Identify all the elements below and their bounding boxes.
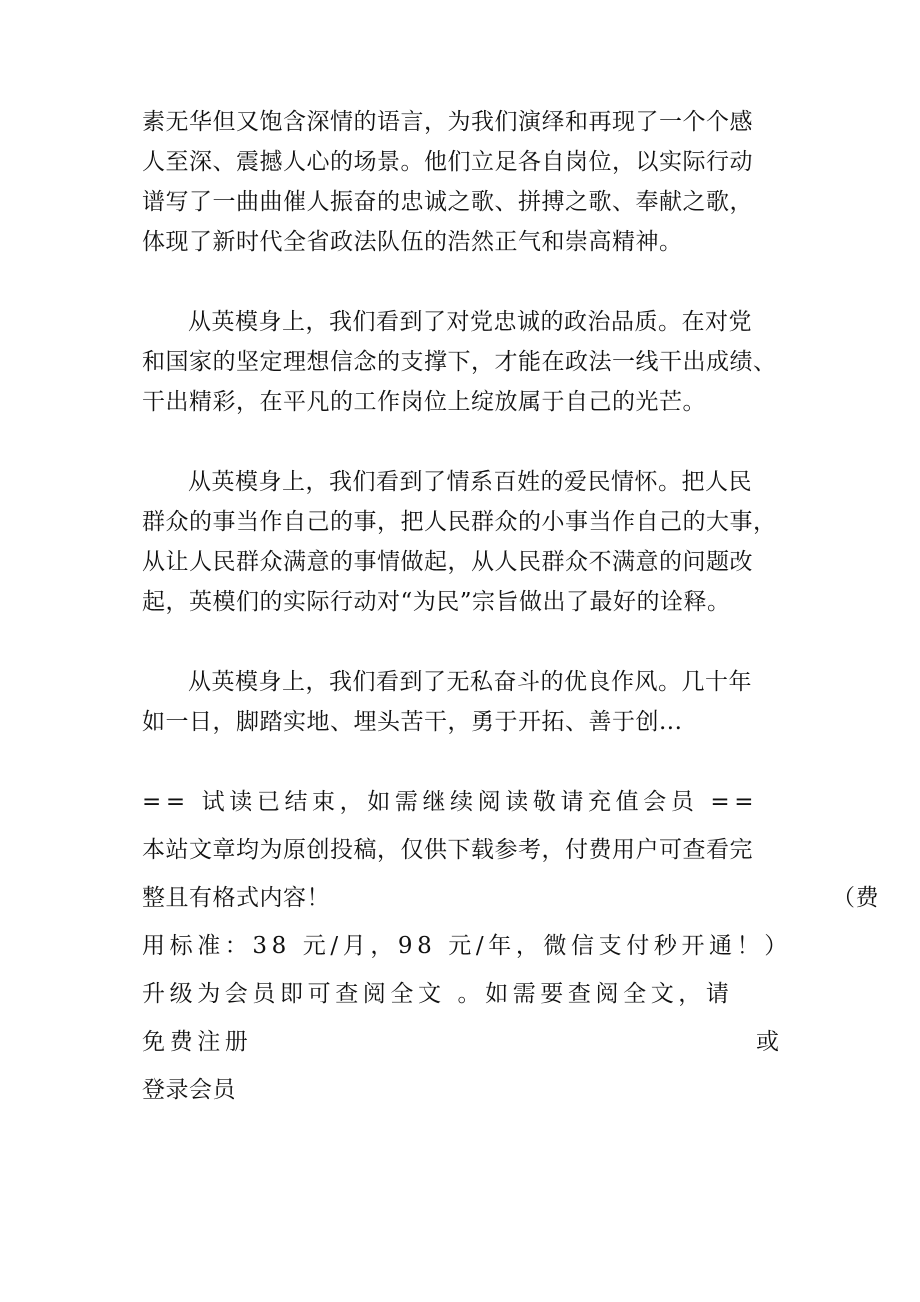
upgrade-line: 升级为会员即可查阅全文 。如需要查阅全文，请: [142, 981, 734, 1007]
paragraph-line: 从英模身上，我们看到了无私奋斗的优良作风。几十年: [188, 669, 752, 695]
original-note-line-1: 本站文章均为原创投稿，仅供下载参考，付费用户可查看完: [142, 837, 753, 863]
paragraph-work-style: [142, 662, 782, 742]
fee-open-text: （费: [832, 885, 879, 911]
paragraph-loyalty: [142, 302, 782, 422]
paragraph-line: 如一日，脚踏实地、埋头苦干，勇于开拓、善于创...: [142, 709, 683, 735]
paragraph-line: 起，英模们的实际行动对“为民”宗旨做出了最好的诠释。: [142, 589, 731, 615]
or-text: 或: [756, 1029, 780, 1055]
login-row: [142, 1066, 782, 1114]
paragraph-line: 人至深、震撼人心的场景。他们立足各自岗位，以实际行动: [142, 149, 753, 175]
paragraph-people: [142, 462, 782, 622]
paragraph-line: 素无华但又饱含深情的语言，为我们演绎和再现了一个个感: [142, 109, 753, 135]
paragraph-line: 谱写了一曲曲催人振奋的忠诚之歌、拼搏之歌、奉献之歌，: [142, 189, 753, 215]
fee-standard-line: 用标准：38 元/月，98 元/年，微信支付秒开通！）: [142, 933, 792, 959]
paragraph-line: 从让人民群众满意的事情做起，从人民群众不满意的问题改: [142, 549, 753, 575]
original-note-line-2: 整且有格式内容！: [142, 885, 330, 911]
paragraph-intro: [142, 102, 782, 262]
paragraph-line: 体现了新时代全省政法队伍的浩然正气和崇高精神。: [142, 229, 683, 255]
trial-end-banner: == 试读已结束，如需继续阅读敬请充值会员 ==: [142, 789, 759, 815]
register-row: [142, 1018, 782, 1066]
membership-notice: [142, 778, 879, 1114]
paragraph-line: 和国家的坚定理想信念的支撑下，才能在政法一线干出成绩、: [142, 349, 777, 375]
paragraph-line: 干出精彩，在平凡的工作岗位上绽放属于自己的光芒。: [142, 389, 706, 415]
paragraph-line: 群众的事当作自己的事，把人民群众的小事当作自己的大事，: [142, 509, 777, 535]
paragraph-line: 从英模身上，我们看到了情系百姓的爱民情怀。把人民: [188, 469, 752, 495]
paragraph-line: 从英模身上，我们看到了对党忠诚的政治品质。在对党: [188, 309, 752, 335]
register-link[interactable]: 免费注册: [142, 1029, 253, 1055]
login-link[interactable]: 登录会员: [142, 1077, 236, 1103]
original-note-row-2: [142, 874, 879, 922]
